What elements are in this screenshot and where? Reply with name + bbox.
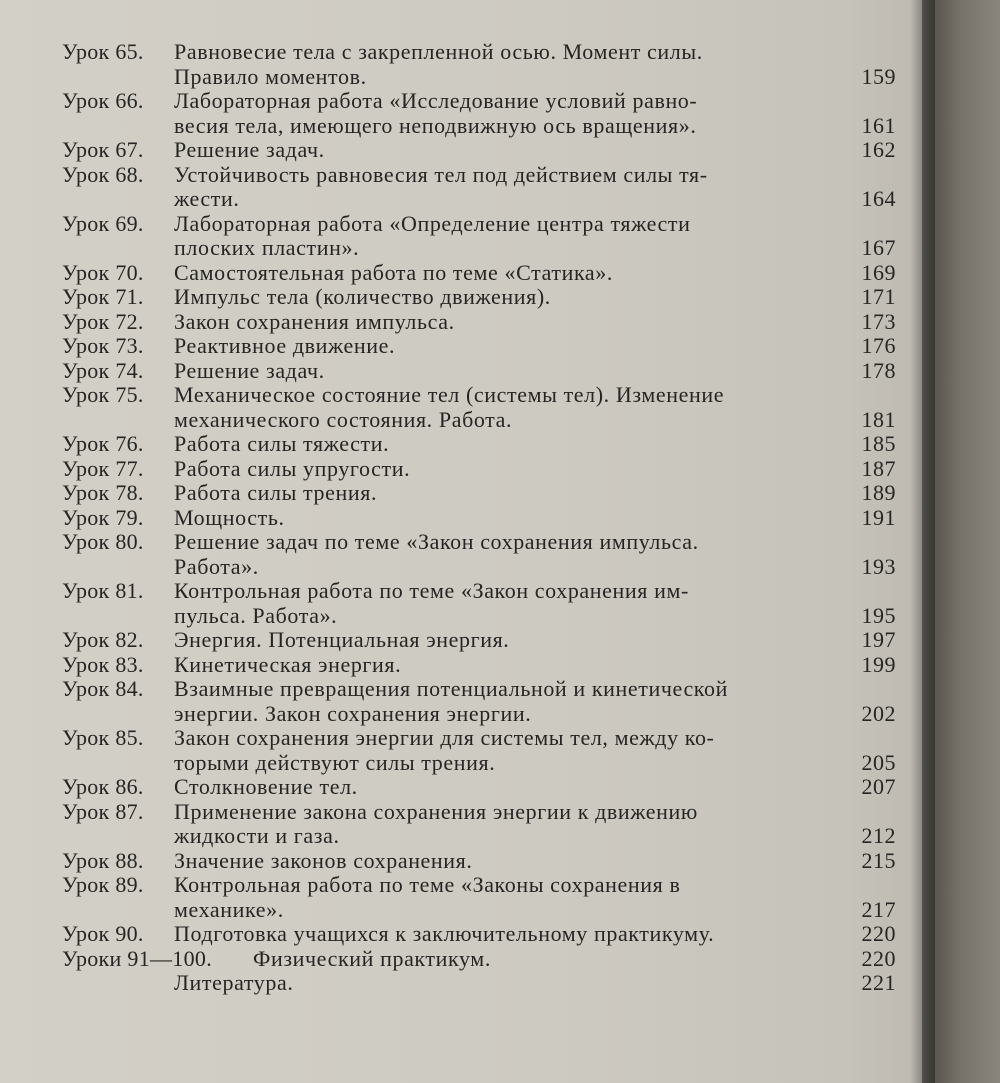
lesson-number: Урок 90. xyxy=(62,921,144,946)
lesson-title: Значение законов сохранения. xyxy=(174,847,473,873)
page-number: 171 xyxy=(861,284,896,309)
toc-line xyxy=(0,751,922,776)
toc-line xyxy=(0,800,922,825)
toc-line xyxy=(0,530,922,555)
lesson-number: Урок 74. xyxy=(62,357,144,383)
toc-line xyxy=(0,236,922,261)
lesson-number: Урок 75. xyxy=(62,382,144,407)
lesson-number: Урок 76. xyxy=(62,431,144,456)
page-number: 217 xyxy=(861,896,896,922)
page-number: 195 xyxy=(861,602,896,628)
lesson-number: Урок 85. xyxy=(62,725,144,750)
lesson-number: Урок 79. xyxy=(62,504,144,530)
toc-line xyxy=(0,775,922,800)
lesson-title: торыми действуют силы трения. xyxy=(174,749,496,775)
page-number: 176 xyxy=(861,333,896,358)
lesson-title: энергии. Закон сохранения энергии. xyxy=(174,700,532,726)
lesson-title: Работа силы трения. xyxy=(174,480,378,505)
toc-line xyxy=(0,261,922,286)
lesson-title: Взаимные превращения потенциальной и кинетической xyxy=(174,676,728,701)
lesson-title: Импульс тела (количество движения). xyxy=(174,284,551,309)
book-cover-edge xyxy=(935,0,1000,1083)
lesson-number: Уроки 91—100. xyxy=(62,945,213,971)
toc-line xyxy=(0,628,922,653)
lesson-number: Урок 66. xyxy=(62,88,144,113)
toc-line xyxy=(0,849,922,874)
lesson-title: Устойчивость равновесия тел под действием силы тя- xyxy=(174,161,708,187)
lesson-title: Мощность. xyxy=(174,504,285,530)
toc-line xyxy=(0,163,922,188)
page-number: 169 xyxy=(861,259,896,285)
lesson-title: Кинетическая энергия. xyxy=(174,651,402,677)
toc-line xyxy=(0,506,922,531)
page-number: 220 xyxy=(861,921,896,946)
page-number: 221 xyxy=(861,970,896,995)
lesson-title: Энергия. Потенциальная энергия. xyxy=(174,627,510,652)
toc-line xyxy=(0,481,922,506)
toc-line xyxy=(0,873,922,898)
toc-line xyxy=(0,212,922,237)
toc-line xyxy=(0,653,922,678)
lesson-number: Урок 69. xyxy=(62,210,144,236)
lesson-number: Урок 83. xyxy=(62,651,144,677)
lesson-title: жидкости и газа. xyxy=(174,823,340,848)
lesson-title: Литература. xyxy=(174,970,294,995)
lesson-title: пульса. Работа». xyxy=(174,602,338,628)
lesson-title: Закон сохранения импульса. xyxy=(174,308,455,334)
lesson-number: Урок 78. xyxy=(62,480,144,505)
lesson-title: механике». xyxy=(174,896,284,922)
toc-line xyxy=(0,702,922,727)
page-number: 215 xyxy=(861,847,896,873)
lesson-title: Контрольная работа по теме «Закон сохранения им- xyxy=(174,578,689,603)
toc-line xyxy=(0,579,922,604)
page-number: 193 xyxy=(861,553,896,579)
lesson-title: Работа». xyxy=(174,553,259,579)
toc-line xyxy=(0,187,922,212)
toc-line xyxy=(0,604,922,629)
lesson-number: Урок 80. xyxy=(62,529,144,554)
toc-line xyxy=(0,40,922,65)
toc-line xyxy=(0,310,922,335)
page-number: 207 xyxy=(861,774,896,799)
lesson-number: Урок 89. xyxy=(62,872,144,897)
lesson-number: Урок 70. xyxy=(62,259,144,285)
page-number: 178 xyxy=(861,357,896,383)
lesson-title: Равновесие тела с закрепленной осью. Момент силы. xyxy=(174,39,703,64)
lesson-title: Самостоятельная работа по теме «Статика». xyxy=(174,259,613,285)
page-number: 191 xyxy=(861,504,896,530)
lesson-title: плоских пластин». xyxy=(174,235,360,260)
page-number: 189 xyxy=(861,480,896,505)
toc-line xyxy=(0,922,922,947)
lesson-number: Урок 68. xyxy=(62,161,144,187)
toc-line xyxy=(0,114,922,139)
lesson-title: Работа силы упругости. xyxy=(174,455,411,481)
page-number: 161 xyxy=(861,112,896,138)
lesson-number: Урок 77. xyxy=(62,455,144,481)
lesson-title: Решение задач. xyxy=(174,137,325,162)
lesson-number: Урок 65. xyxy=(62,39,144,64)
toc-line xyxy=(0,824,922,849)
lesson-title: Подготовка учащихся к заключительному практикуму. xyxy=(174,921,715,946)
lesson-number: Урок 81. xyxy=(62,578,144,603)
page-number: 212 xyxy=(861,823,896,848)
toc-line xyxy=(0,359,922,384)
page-number: 167 xyxy=(861,235,896,260)
toc-line xyxy=(0,285,922,310)
toc-line xyxy=(0,726,922,751)
lesson-title: Работа силы тяжести. xyxy=(174,431,390,456)
page-number: 159 xyxy=(861,63,896,89)
lesson-number: Урок 84. xyxy=(62,676,144,701)
lesson-number: Урок 73. xyxy=(62,333,144,358)
toc-line xyxy=(0,947,922,972)
page-number: 220 xyxy=(861,945,896,971)
page-number: 164 xyxy=(861,186,896,211)
lesson-number: Урок 67. xyxy=(62,137,144,162)
toc-line xyxy=(0,898,922,923)
lesson-title: Решение задач по теме «Закон сохранения импульса. xyxy=(174,529,699,554)
toc-line xyxy=(0,89,922,114)
lesson-title: Лабораторная работа «Исследование условий равно- xyxy=(174,88,698,113)
toc-line xyxy=(0,65,922,90)
lesson-title: Правило моментов. xyxy=(174,63,367,89)
table-of-contents xyxy=(0,40,922,996)
page-number: 197 xyxy=(861,627,896,652)
lesson-title: Физический практикум. xyxy=(253,945,491,971)
lesson-number: Урок 72. xyxy=(62,308,144,334)
lesson-title: Столкновение тел. xyxy=(174,774,358,799)
page-number: 202 xyxy=(861,700,896,726)
lesson-number: Урок 71. xyxy=(62,284,144,309)
lesson-title: жести. xyxy=(174,186,240,211)
lesson-title: Закон сохранения энергии для системы тел, между ко- xyxy=(174,725,715,750)
page-number: 187 xyxy=(861,455,896,481)
lesson-number: Урок 82. xyxy=(62,627,144,652)
page-number: 185 xyxy=(861,431,896,456)
toc-line xyxy=(0,457,922,482)
toc-line xyxy=(0,677,922,702)
lesson-title: Применение закона сохранения энергии к движению xyxy=(174,798,698,824)
lesson-title: Лабораторная работа «Определение центра тяжести xyxy=(174,210,691,236)
toc-line xyxy=(0,971,922,996)
page-number: 205 xyxy=(861,749,896,775)
lesson-title: весия тела, имеющего неподвижную ось вращения». xyxy=(174,112,697,138)
toc-line xyxy=(0,432,922,457)
toc-line xyxy=(0,334,922,359)
page-number: 181 xyxy=(861,406,896,432)
lesson-title: Реактивное движение. xyxy=(174,333,396,358)
toc-line xyxy=(0,555,922,580)
lesson-number: Урок 86. xyxy=(62,774,144,799)
lesson-title: механического состояния. Работа. xyxy=(174,406,513,432)
page-number: 162 xyxy=(861,137,896,162)
lesson-title: Решение задач. xyxy=(174,357,325,383)
toc-line xyxy=(0,408,922,433)
lesson-title: Механическое состояние тел (системы тел). Изменение xyxy=(174,382,725,407)
page-number: 199 xyxy=(861,651,896,677)
lesson-title: Контрольная работа по теме «Законы сохранения в xyxy=(174,872,681,897)
toc-line xyxy=(0,383,922,408)
toc-line xyxy=(0,138,922,163)
lesson-number: Урок 88. xyxy=(62,847,144,873)
page-number: 173 xyxy=(861,308,896,334)
lesson-number: Урок 87. xyxy=(62,798,144,824)
